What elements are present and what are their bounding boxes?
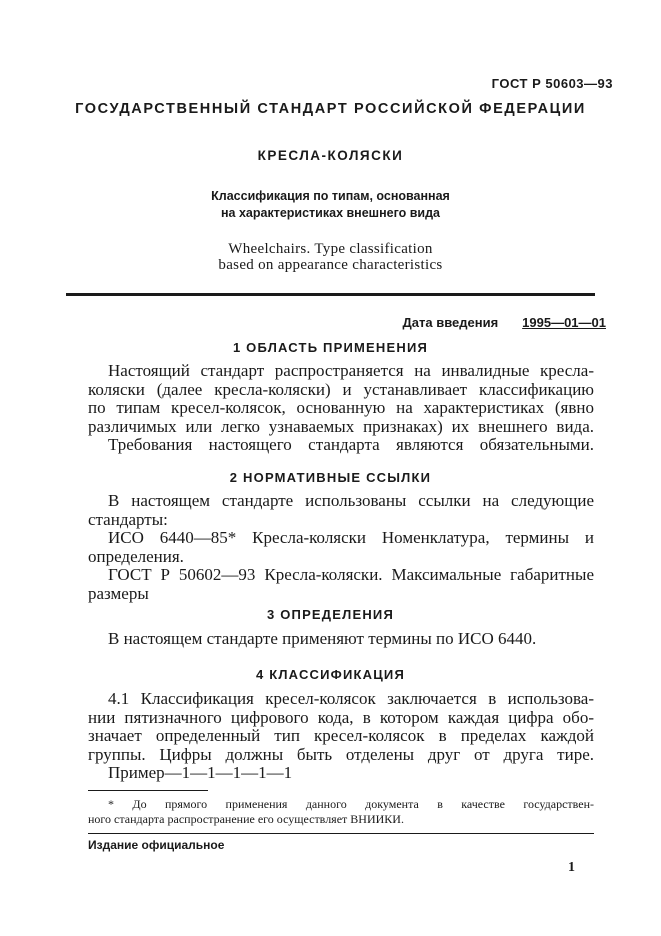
- introduction-date: [403, 315, 607, 330]
- section-3-body: [88, 630, 594, 649]
- text-line: В настоящем стандарте использованы ссылки на следующие: [108, 491, 594, 510]
- section-4-body: [88, 690, 594, 783]
- edition-label: Издание официальное: [88, 838, 225, 852]
- subtitle-line-2: на характеристиках внешнего вида: [220, 206, 441, 220]
- footnote-line: ного стандарта распространение его осуществляет ВНИИКИ.: [88, 812, 404, 826]
- english-title-line-1: Wheelchairs. Type classification: [228, 241, 433, 257]
- standard-name: КРЕСЛА-КОЛЯСКИ: [257, 148, 404, 163]
- text-line: Пример—1—1—1—1—1: [108, 763, 293, 782]
- title-divider: [66, 293, 595, 296]
- standard-title: ГОСУДАРСТВЕННЫЙ СТАНДАРТ РОССИЙСКОЙ ФЕДЕРАЦИИ: [75, 101, 586, 117]
- footnote-line: * До прямого применения данного документа в качестве государствен-: [108, 797, 594, 811]
- text-line: определения.: [88, 546, 184, 566]
- text-line: 4.1 Классификация кресел-колясок заключается в использова-: [108, 689, 594, 708]
- text-line: значает определенный тип кресел-колясок в пределах каждой: [88, 726, 594, 745]
- section-4-heading: 4 КЛАССИФИКАЦИЯ: [255, 667, 406, 682]
- text-line: нии пятизначного цифрового кода, в котором каждая цифра обо-: [88, 707, 594, 727]
- document-code: ГОСТ Р 50603—93: [491, 76, 613, 91]
- section-3-heading: 3 ОПРЕДЕЛЕНИЯ: [266, 607, 395, 622]
- section-1-heading: 1 ОБЛАСТЬ ПРИМЕНЕНИЯ: [232, 340, 429, 355]
- text-line: Требования настоящего стандарта являются обязательными.: [108, 435, 594, 454]
- date-value: 1995—01—01: [522, 315, 606, 330]
- text-line: группы. Цифры должны быть отделены друг от друга тире.: [88, 744, 594, 764]
- text-line: стандарты:: [88, 509, 168, 529]
- text-line: коляски (далее кресла-коляски) и устанавливает классификацию: [88, 379, 594, 399]
- edition-divider: [88, 833, 594, 834]
- text-line: различимых или легко узнаваемых признаках) их внешнего вида.: [88, 416, 594, 436]
- text-line: В настоящем стандарте применяют термины по ИСО 6440.: [108, 629, 537, 648]
- english-title-line-2: based on appearance characteristics: [218, 257, 443, 273]
- subtitle-line-1: Классификация по типам, основанная: [211, 189, 450, 203]
- section-1-body: [88, 362, 594, 455]
- page-number: 1: [568, 860, 575, 875]
- text-line: по типам кресел-колясок, основанную на характеристиках (явно: [88, 398, 594, 417]
- footnote: [88, 797, 594, 827]
- section-2-heading: 2 НОРМАТИВНЫЕ ССЫЛКИ: [229, 470, 432, 485]
- section-2-body: [88, 492, 594, 603]
- text-line: ИСО 6440—85* Кресла-коляски Номенклатура, термины и: [108, 528, 594, 547]
- footnote-divider: [88, 790, 208, 791]
- text-line: размеры: [88, 583, 149, 603]
- text-line: Настоящий стандарт распространяется на инвалидные кресла-: [108, 361, 594, 380]
- text-line: ГОСТ Р 50602—93 Кресла-коляски. Максимальные габаритные: [108, 565, 594, 584]
- date-label: Дата введения: [402, 315, 499, 330]
